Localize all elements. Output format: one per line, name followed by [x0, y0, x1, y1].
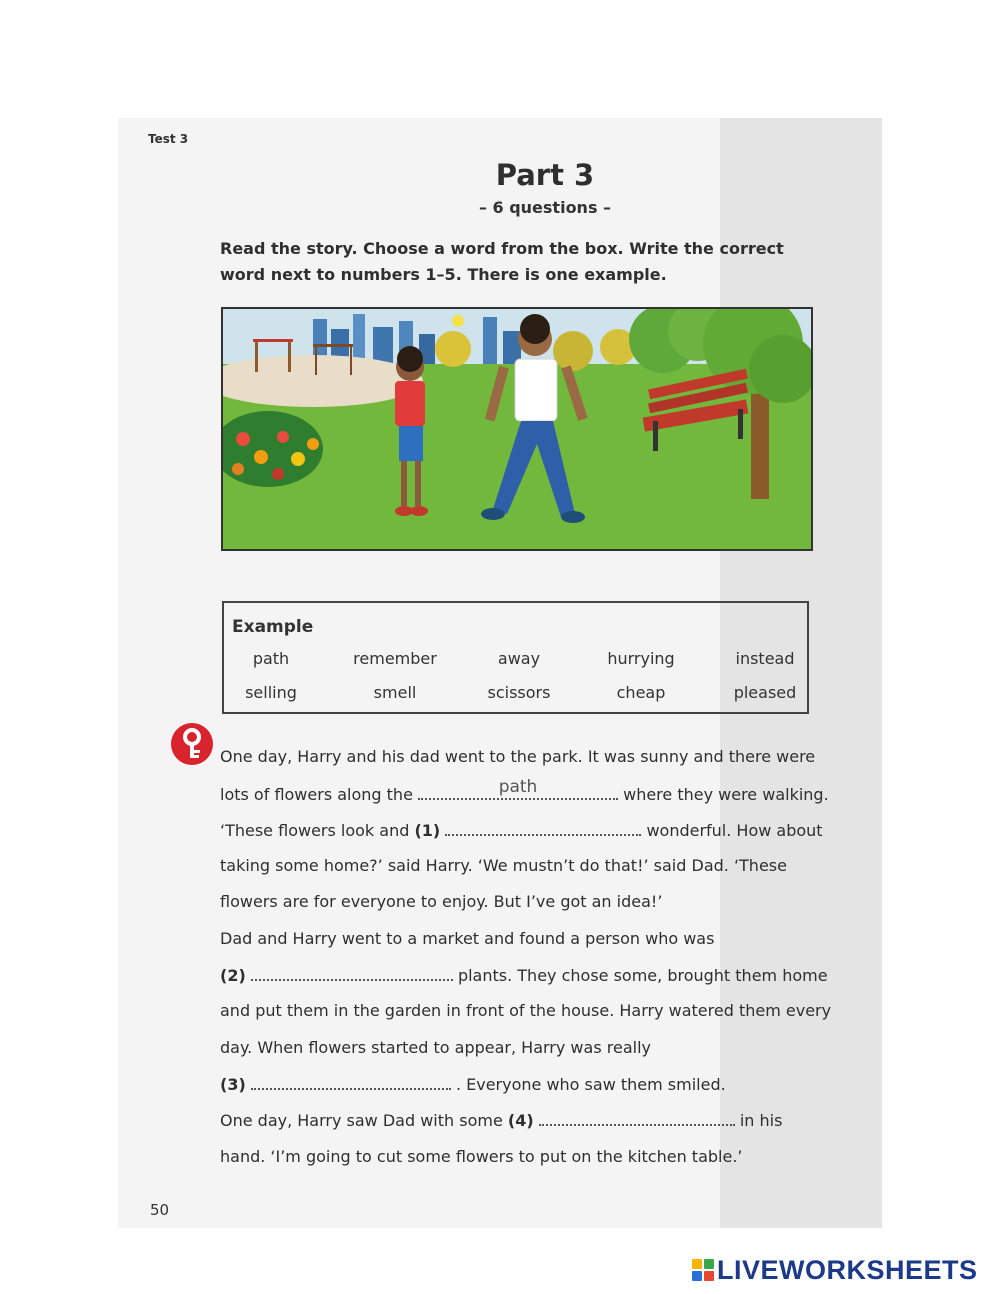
part-subtitle: – 6 questions – [478, 198, 612, 217]
story-line-1: One day, Harry and his dad went to the park. It was sunny and there were [220, 747, 816, 766]
story-line-7-after: plants. They chose some, brought them home [457, 966, 828, 985]
question-4-number: (4) [507, 1111, 534, 1130]
word-scissors: scissors [487, 683, 551, 702]
story-line-11-after: in his [739, 1111, 783, 1130]
story-line-3-before: ‘These flowers look and [220, 821, 410, 840]
word-hurrying: hurrying [607, 649, 675, 668]
story-line-8: and put them in the garden in front of the house. Harry watered them every [220, 1001, 832, 1020]
example-answer: path [498, 777, 538, 797]
word-cheap: cheap [616, 683, 666, 702]
story-line-3 [220, 820, 823, 840]
word-smell: smell [373, 683, 417, 702]
story-line-4: taking some home?’ said Harry. ‘We mustn’t do that!’ said Dad. ‘These [220, 856, 787, 875]
answer-3-input[interactable] [251, 1074, 451, 1090]
page-number: 50 [150, 1201, 170, 1219]
answer-1-input[interactable] [445, 820, 641, 836]
story-line-7 [220, 965, 828, 985]
story-line-12: hand. ‘I’m going to cut some flowers to put on the kitchen table.’ [220, 1147, 743, 1166]
story-line-11-before: One day, Harry saw Dad with some [220, 1111, 503, 1130]
instructions-line-1: Read the story. Choose a word from the box. Write the correct [220, 239, 784, 258]
story-line-5: flowers are for everyone to enjoy. But I’ve got an idea!’ [220, 892, 663, 911]
story-line-11 [220, 1110, 782, 1130]
question-3-number: (3) [220, 1075, 246, 1094]
word-path: path [252, 649, 290, 668]
instructions-line-2: word next to numbers 1–5. There is one example. [220, 265, 667, 284]
story-line-10-after: . Everyone who saw them smiled. [455, 1075, 726, 1094]
test-label: Test 3 [148, 132, 189, 146]
answer-4-input[interactable] [539, 1110, 735, 1126]
liveworksheets-logo[interactable] [692, 1254, 978, 1286]
story-line-2-before: lots of flowers along the [220, 785, 413, 804]
word-box [222, 601, 809, 714]
answer-2-input[interactable] [251, 965, 453, 981]
story-line-9: day. When flowers started to appear, Harry was really [220, 1038, 651, 1057]
question-1-number: (1) [414, 821, 441, 840]
word-pleased: pleased [733, 683, 797, 702]
question-2-number: (2) [220, 966, 246, 985]
park-illustration [221, 307, 813, 551]
instructions [220, 236, 810, 288]
story-line-2-after: where they were walking. [623, 785, 829, 804]
key-icon [171, 723, 213, 765]
story-line-2 [220, 777, 829, 804]
word-remember: remember [353, 649, 437, 668]
logo-grid-icon [692, 1259, 714, 1281]
word-selling: selling [245, 683, 297, 702]
story-line-3-after: wonderful. How about [646, 821, 823, 840]
logo-text: LIVEWORKSHEETS [717, 1254, 978, 1285]
word-instead: instead [735, 649, 795, 668]
word-away: away [497, 649, 541, 668]
part-title: Part 3 [495, 158, 595, 192]
story-line-6: Dad and Harry went to a market and found a person who was [220, 929, 715, 948]
story-line-10 [220, 1074, 726, 1094]
example-answer-field [418, 777, 618, 800]
example-label: Example [232, 617, 314, 637]
